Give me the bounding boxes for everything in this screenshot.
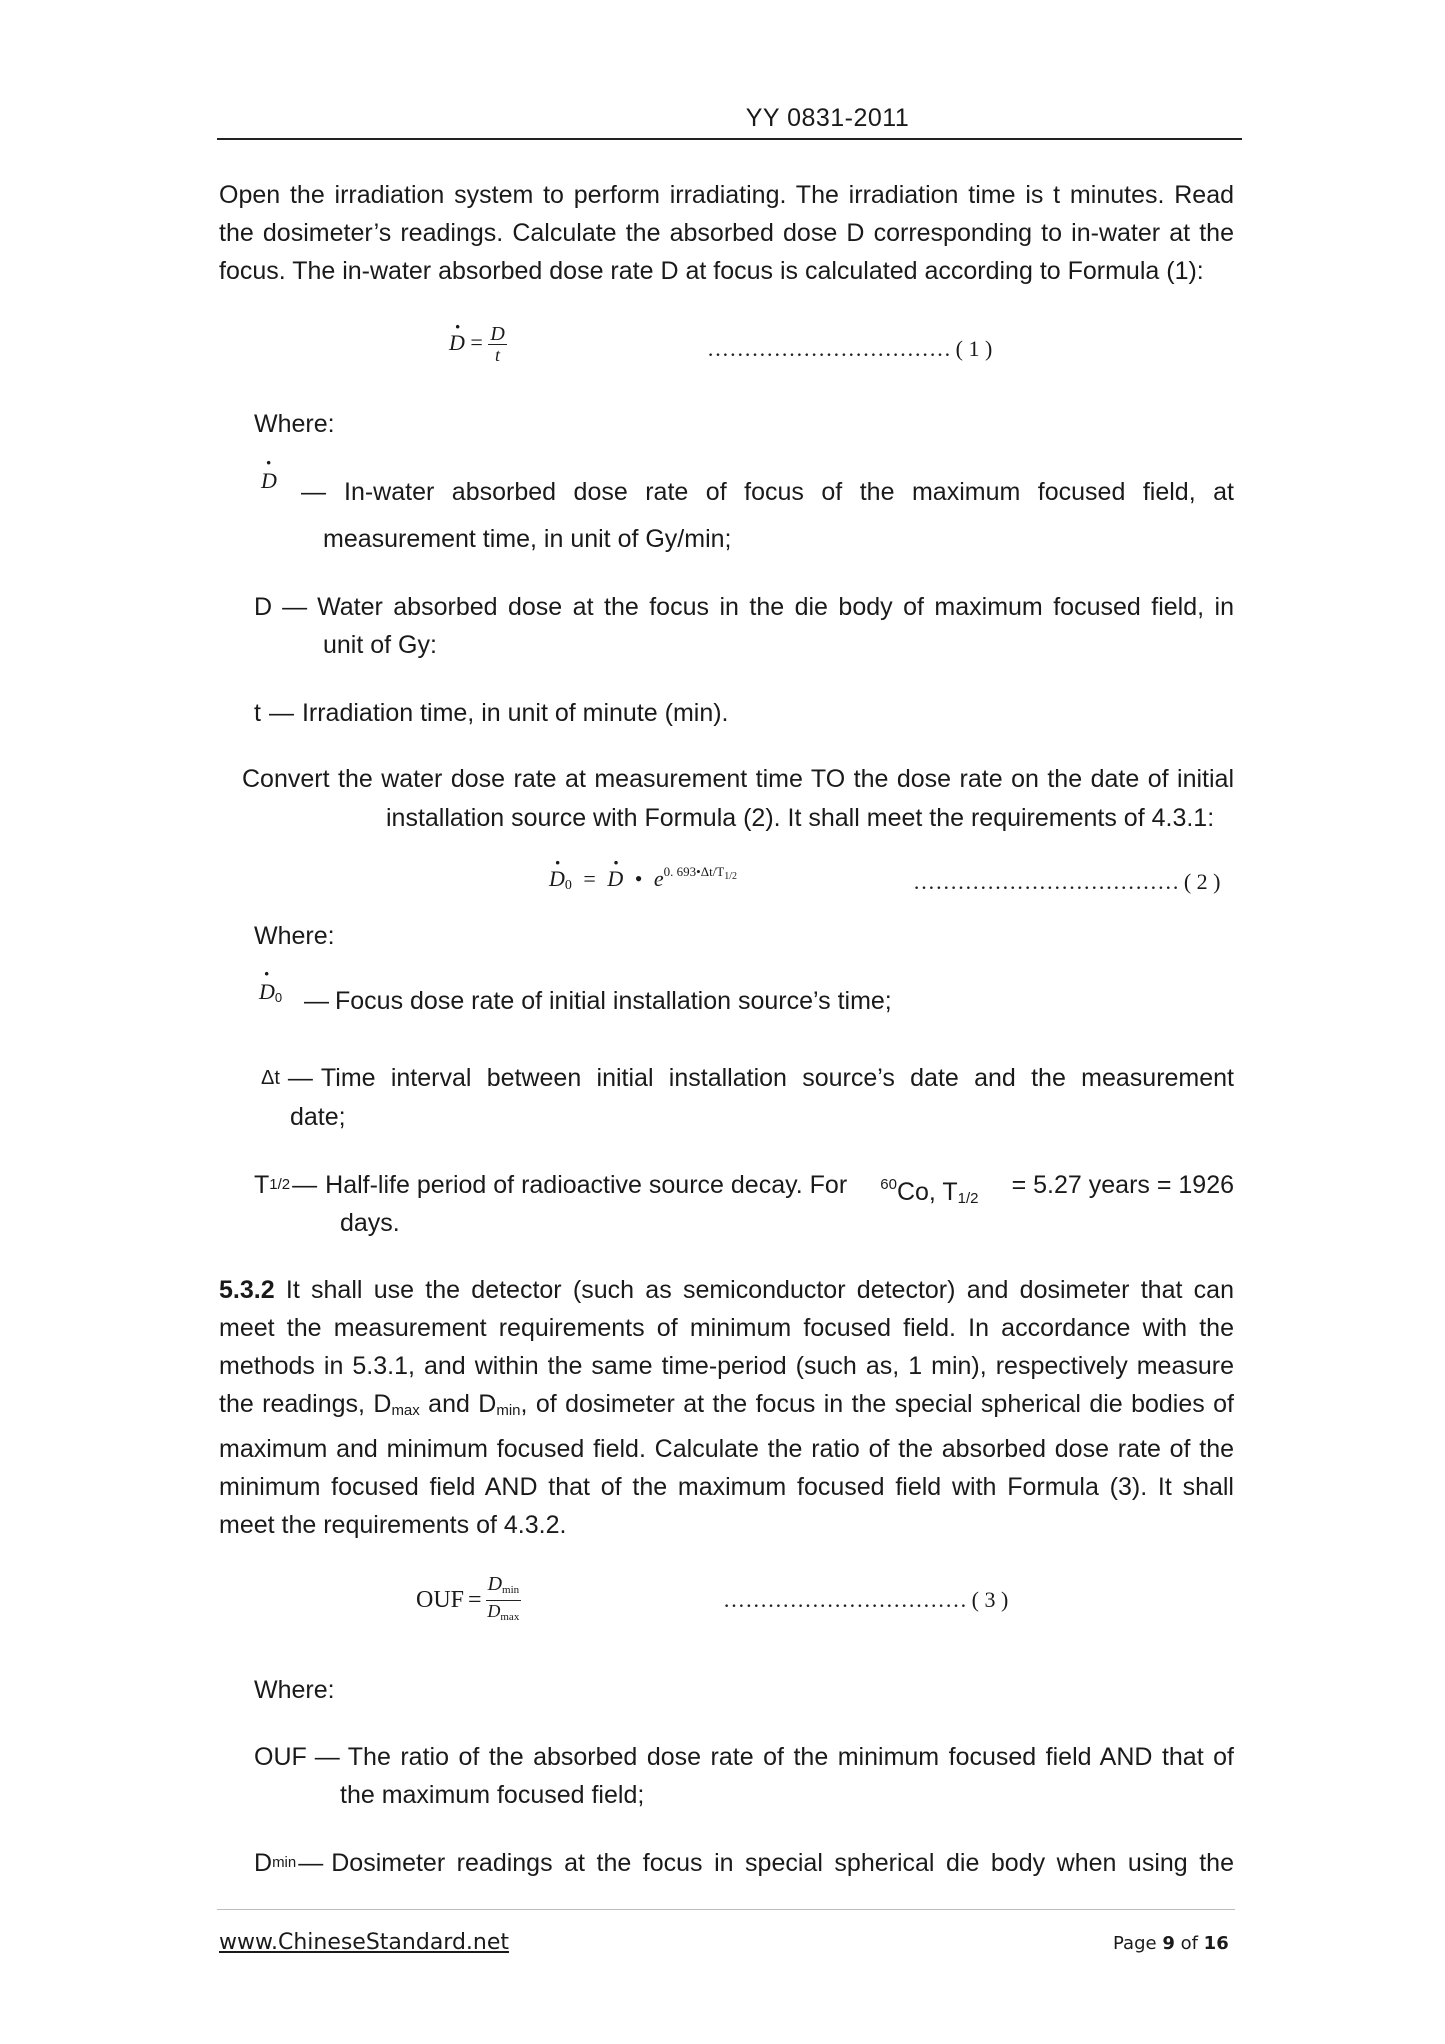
definition-text: Time interval between initial installation source’s date and the measurement [320,1064,1234,1092]
formula-2-exponent: 0. 693•Δt/T [663,864,725,879]
definition-text: Irradiation time, in unit of minute (min). [301,699,729,727]
where-2-item-1 [304,982,892,1020]
where-2-item-3-cont: days. [340,1209,400,1237]
where-1-item-1 [301,473,1234,511]
formula-1 [449,324,507,365]
d-dot-symbol: · D [261,468,277,494]
isotope-mass: 60 [880,1176,897,1193]
d0-dot-symbol: · D [259,979,275,1005]
page-of: of [1180,1933,1198,1954]
dash: — [282,593,308,621]
document-id-header: YY 0831-2011 [745,104,910,132]
formula-2-number: ( 2 ) [1183,869,1221,894]
page-current: 9 [1162,1933,1175,1954]
where-1-item-1-cont: measurement time, in unit of Gy/min; [323,525,732,553]
symbol: t [254,699,261,727]
formula-3 [416,1574,521,1627]
page-number [1113,1933,1229,1954]
where-1-item-2 [254,588,1234,626]
convert-line-2: installation source with Formula (2). It shall meet the requirements of 4.3.1: [386,804,1215,832]
definition-text: The ratio of the absorbed dose rate of the minimum focused field AND that of [347,1743,1234,1771]
page-prefix: Page [1113,1933,1157,1954]
where-3-item-2 [254,1844,1234,1882]
formula-3-label [723,1587,1008,1613]
formula-2-label [913,869,1221,895]
convert-line-1: Convert the water dose rate at measurement time TO the dose rate on the date of initial [242,765,1234,793]
dash: — [314,1743,340,1771]
formula-2-lhs-sub: 0 [564,878,572,893]
formula-3-fraction [486,1574,522,1627]
footer-divider [217,1909,1235,1910]
isotope-group [880,1166,978,1218]
definition-part-a: Half-life period of radioactive source decay. For [325,1171,848,1199]
formula-2-operator: • [634,866,643,891]
formula-3-equals: = [468,1587,482,1613]
formula-1-fraction [488,324,506,365]
definition-text: Focus dose rate of initial installation source’s time; [335,987,892,1015]
symbol: D [254,593,273,621]
dash: — [304,987,329,1015]
formula-3-numerator [486,1574,522,1601]
formula-2-equals: = [583,866,596,891]
where-1-item-3 [254,694,729,732]
formula-3-num-sub: min [502,1584,520,1596]
formula-1-equals: = [470,329,483,355]
formula-3-number: ( 3 ) [971,1587,1009,1612]
formula-2 [549,864,737,894]
footer-website-link[interactable]: www.ChineseStandard.net [219,1930,510,1955]
formula-1-label [707,336,992,362]
formula-1-denominator: t [495,345,501,365]
dash: — [301,478,326,506]
formula-3-den-d: D [487,1601,501,1621]
dash: — [292,1171,318,1199]
formula-1-numerator: D [490,323,505,345]
isotope-sub: 1/2 [957,1190,979,1207]
formula-2-base: e [653,866,664,891]
formula-2-rhs: · D [607,866,623,892]
where-1-symbol-ddot [261,468,277,494]
formula-1-dots: …………………………… [707,336,952,361]
formula-3-denominator [487,1601,519,1627]
formula-2-lhs: · D [549,866,565,892]
d0-sub: 0 [274,990,283,1005]
where-3-item-1 [254,1738,1234,1776]
symbol-t: T [254,1171,270,1199]
formula-3-den-sub: max [500,1611,520,1623]
where-label-3: Where: [254,1676,335,1704]
section-5-3-2 [219,1271,1234,1544]
where-2-symbol-d0 [259,979,282,1005]
formula-1-number: ( 1 ) [955,336,993,361]
intro-paragraph: Open the irradiation system to perform irradiating. The irradiation time is t minutes. Read the dosimeter’s readings. Calculate the absorbed dose D corresponding to in-water at the focus. The in-water absorbed dose rate D at focus is calculated according to Formula (1): [219,181,1234,285]
section-text-c: , of dosimeter at the focus in the special spherical die bodies of maximum and minimum focused field. Calculate the ratio of the absorbed dose rate of the minimum focused field AND that of the maximum focused field with Formula (3). It shall meet the requirements of 4.3.2. [219,1390,1235,1539]
where-2-item-2 [261,1059,1234,1097]
definition-text: Dosimeter readings at the focus in special spherical die body when using the [331,1849,1234,1877]
symbol-t-sub: 1/2 [269,1176,291,1193]
where-3-item-1-cont: the maximum focused field; [340,1781,645,1809]
delta-t-symbol: Δt [261,1067,280,1089]
section-sub-max: max [391,1402,420,1419]
where-2-item-2-cont: date; [290,1103,346,1131]
formula-3-num-d: D [487,1573,503,1595]
definition-part-b: = 5.27 years = 1926 [1011,1171,1234,1199]
header-divider [217,138,1242,140]
section-text-a: It shall use the detector (such as semiconductor detector) and dosimeter that can meet the measurement requirements of minimum focused field. In accordance with the methods in 5.3.1, and within the same time-period (such as, 1 min), respectively measure the readings, D [219,1276,1234,1418]
isotope-symbol: Co, T [896,1178,958,1206]
definition-text: In-water absorbed dose rate of focus of the maximum focused field, at [344,478,1234,506]
dash: — [268,699,294,727]
section-sub-min: min [496,1402,521,1419]
where-1-item-2-cont: unit of Gy: [323,631,437,659]
symbol-d: D [254,1849,273,1877]
section-text-b: and D [428,1390,497,1418]
dash: — [298,1849,324,1877]
where-label-1: Where: [254,410,335,438]
where-2-item-3 [254,1166,1234,1218]
formula-3-lhs: OUF [416,1587,465,1613]
symbol-d-sub: min [272,1854,297,1871]
formula-2-exponent-sub: 1/2 [724,871,738,882]
section-number: 5.3.2 [219,1276,275,1304]
where-label-2: Where: [254,922,335,950]
definition-text [325,1166,1234,1218]
symbol: OUF [254,1743,307,1771]
formula-3-dots: …………………………… [723,1587,968,1612]
definition-text: Water absorbed dose at the focus in the die body of maximum focused field, in [317,593,1234,621]
formula-2-dots: ……………………………… [913,869,1180,894]
formula-1-lhs: · D [449,330,465,356]
page-total: 16 [1203,1933,1229,1954]
dash: — [287,1064,313,1092]
